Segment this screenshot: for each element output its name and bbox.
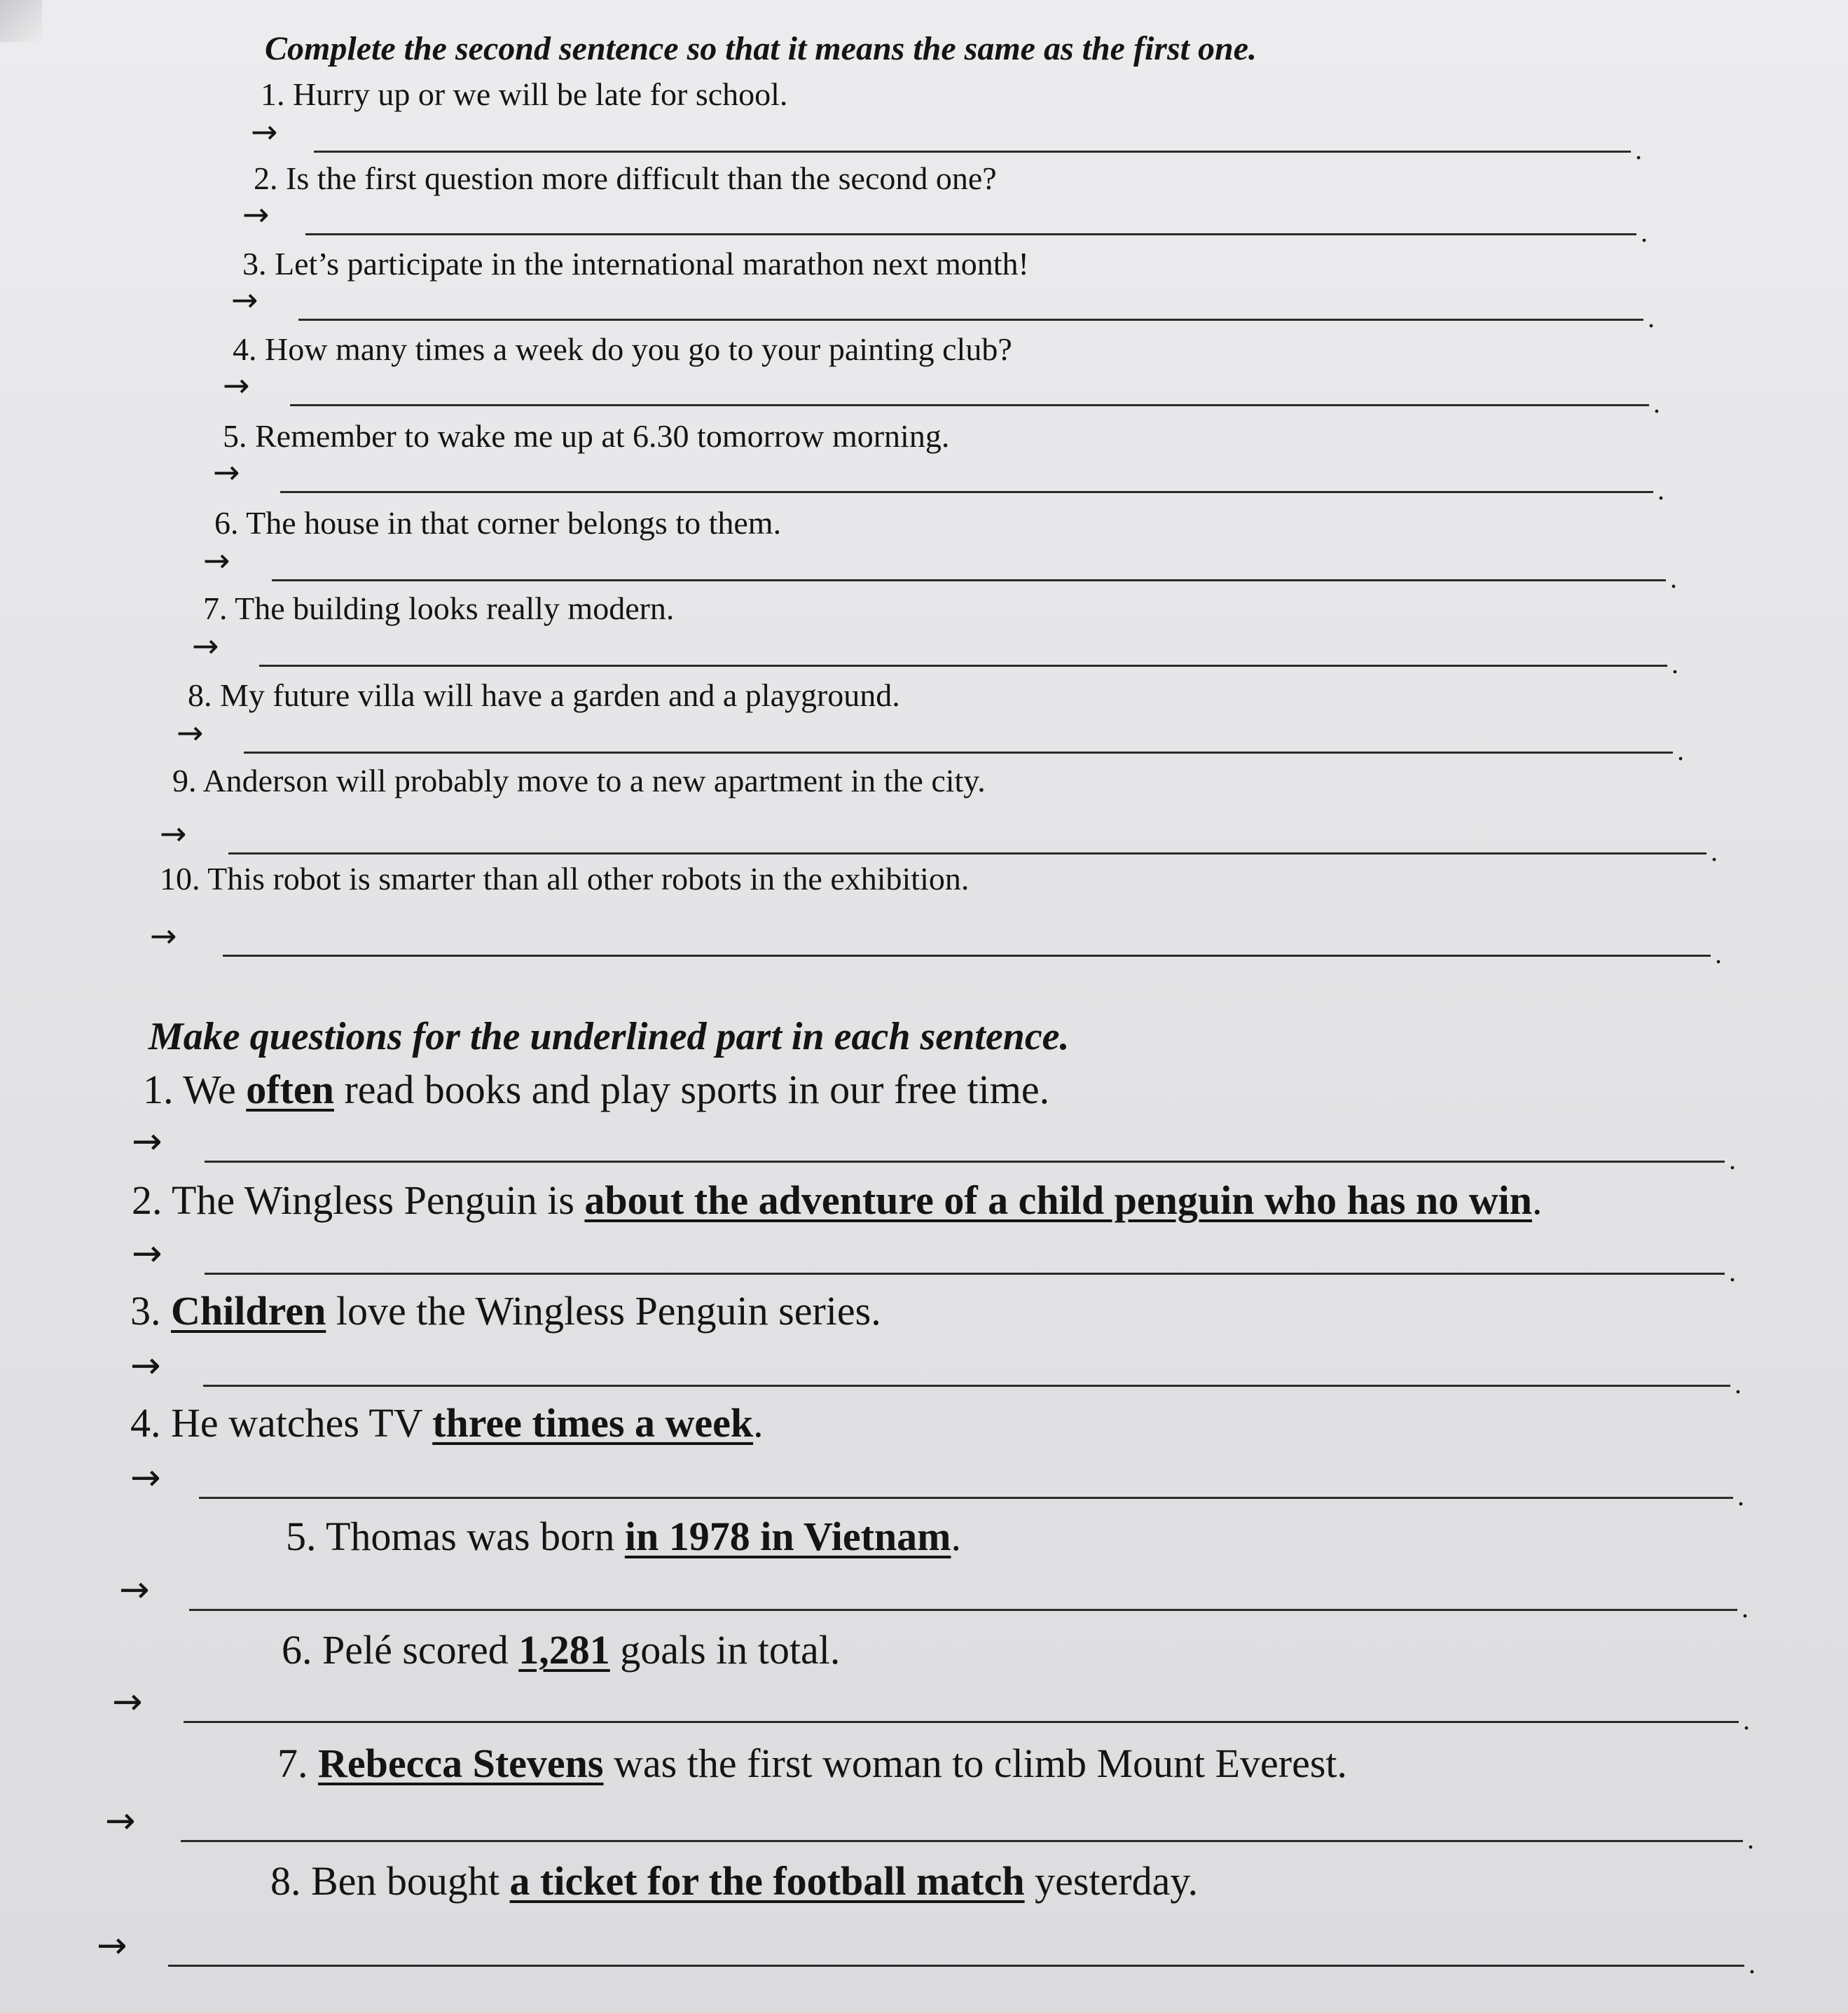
answer-blank[interactable] [203, 1385, 1730, 1387]
sentence-end-period: . [1735, 1368, 1742, 1399]
question-text: 8. Ben bought [270, 1858, 510, 1904]
exercise2-question-1 [143, 1066, 1049, 1113]
question-text: read books and play sports in our free time. [333, 1067, 1050, 1112]
answer-blank[interactable] [290, 404, 1649, 406]
answer-blank[interactable] [228, 852, 1706, 855]
underlined-part: 1,281 [518, 1627, 610, 1673]
question-text: 3. [130, 1288, 171, 1334]
sentence-end-period: . [1677, 735, 1684, 766]
answer-blank[interactable] [305, 233, 1636, 235]
answer-blank[interactable] [314, 151, 1631, 153]
arrow-right-icon: → [119, 1569, 150, 1611]
underlined-part: about the adventure of a child penguin who has no win [584, 1177, 1532, 1223]
sentence-end-period: . [1635, 134, 1642, 165]
question-text: . [951, 1514, 961, 1559]
answer-blank[interactable] [168, 1965, 1744, 1967]
sentence-end-period: . [1729, 1144, 1736, 1175]
question-text: 2. The Wingless Penguin is [132, 1177, 585, 1223]
arrow-right-icon: → [231, 281, 258, 319]
answer-blank[interactable] [199, 1497, 1733, 1499]
sentence-end-period: . [1671, 648, 1678, 679]
exercise2-answer-line-4[interactable] [130, 1457, 1754, 1512]
exercise1-question-5: 5. Remember to wake me up at 6.30 tomorrow morning. [223, 418, 950, 454]
exercise1-answer-line-9[interactable] [160, 815, 1728, 867]
question-text: goals in total. [609, 1627, 841, 1673]
answer-blank[interactable] [259, 665, 1667, 667]
exercise1-answer-line-10[interactable] [150, 917, 1732, 969]
arrow-right-icon: → [192, 627, 219, 665]
sentence-end-period: . [1657, 474, 1664, 506]
question-text: 1. We [143, 1067, 247, 1112]
exercise2-question-6 [282, 1626, 840, 1673]
answer-blank[interactable] [244, 752, 1673, 754]
arrow-right-icon: → [132, 1121, 163, 1163]
arrow-right-icon: → [112, 1681, 143, 1723]
exercise1-answer-line-5[interactable] [213, 453, 1674, 506]
exercise1-answer-line-7[interactable] [192, 627, 1688, 679]
arrow-right-icon: → [150, 917, 177, 955]
exercise2-question-3 [130, 1287, 881, 1334]
exercise1-question-1: 1. Hurry up or we will be late for school. [261, 76, 788, 112]
arrow-right-icon: → [130, 1457, 161, 1499]
exercise2-answer-line-1[interactable] [132, 1121, 1746, 1175]
exercise1-answer-line-6[interactable] [203, 541, 1687, 594]
underlined-part: a ticket for the football match [509, 1858, 1025, 1904]
answer-blank[interactable] [223, 955, 1711, 957]
arrow-right-icon: → [213, 453, 240, 491]
exercise1-question-3: 3. Let’s participate in the international marathon next month! [242, 246, 1029, 282]
answer-blank[interactable] [205, 1273, 1725, 1275]
question-text: was the first woman to climb Mount Everest. [603, 1741, 1348, 1786]
arrow-right-icon: → [203, 541, 230, 579]
question-text: 4. He watches TV [130, 1400, 433, 1446]
exercise2-answer-line-6[interactable] [112, 1681, 1760, 1736]
sentence-end-period: . [1641, 216, 1648, 248]
exercise2-answer-line-3[interactable] [130, 1345, 1751, 1399]
exercise2-answer-line-2[interactable] [132, 1233, 1746, 1287]
sentence-end-period: . [1670, 562, 1677, 594]
underlined-part: in 1978 in Vietnam [624, 1514, 951, 1559]
underlined-part: Children [171, 1288, 326, 1334]
section1-instruction: Complete the second sentence so that it means the same as the first one. [265, 30, 1257, 67]
arrow-right-icon: → [223, 366, 250, 404]
sentence-end-period: . [1742, 1592, 1749, 1624]
exercise1-answer-line-8[interactable] [177, 714, 1694, 766]
sentence-end-period: . [1737, 1480, 1744, 1512]
sentence-end-period: . [1648, 302, 1655, 333]
arrow-right-icon: → [242, 195, 270, 233]
exercise1-question-10: 10. This robot is smarter than all other robots in the exhibition. [160, 861, 970, 897]
arrow-right-icon: → [160, 815, 187, 852]
exercise1-question-7: 7. The building looks really modern. [203, 590, 675, 626]
question-text: 7. [277, 1741, 318, 1786]
answer-blank[interactable] [280, 491, 1653, 493]
section2-instruction: Make questions for the underlined part in each sentence. [149, 1015, 1070, 1058]
exercise2-answer-line-7[interactable] [105, 1800, 1764, 1855]
sentence-end-period: . [1743, 1704, 1750, 1736]
exercise1-question-2: 2. Is the first question more difficult than the second one? [254, 160, 997, 196]
sentence-end-period: . [1653, 387, 1660, 419]
answer-blank[interactable] [184, 1721, 1739, 1723]
exercise1-answer-line-1[interactable] [251, 113, 1652, 165]
exercise1-answer-line-2[interactable] [242, 195, 1657, 248]
underlined-part: three times a week [432, 1400, 754, 1446]
underlined-part: often [246, 1067, 334, 1112]
exercise1-question-6: 6. The house in that corner belongs to them. [214, 505, 782, 541]
exercise1-question-8: 8. My future villa will have a garden and a playground. [188, 677, 900, 713]
exercise1-question-9: 9. Anderson will probably move to a new apartment in the city. [172, 763, 986, 798]
arrow-right-icon: → [105, 1800, 136, 1842]
question-text: yesterday. [1024, 1858, 1199, 1904]
sentence-end-period: . [1747, 1823, 1754, 1855]
question-text: love the Wingless Penguin series. [326, 1288, 881, 1334]
sentence-end-period: . [1715, 938, 1722, 969]
question-text: 6. Pelé scored [282, 1627, 519, 1673]
answer-blank[interactable] [272, 579, 1666, 581]
underlined-part: Rebecca Stevens [318, 1741, 604, 1786]
question-text: . [753, 1400, 764, 1446]
answer-blank[interactable] [205, 1161, 1725, 1163]
exercise1-answer-line-4[interactable] [223, 366, 1670, 419]
exercise2-question-2 [132, 1177, 1543, 1224]
arrow-right-icon: → [251, 113, 278, 151]
sentence-end-period: . [1749, 1948, 1756, 1979]
exercise2-question-4 [130, 1399, 764, 1446]
answer-blank[interactable] [181, 1840, 1743, 1842]
sentence-end-period: . [1711, 836, 1718, 867]
exercise1-answer-line-3[interactable] [231, 281, 1664, 333]
exercise2-answer-line-5[interactable] [119, 1569, 1758, 1624]
arrow-right-icon: → [177, 714, 204, 752]
question-text: . [1532, 1177, 1543, 1223]
exercise2-answer-line-8[interactable] [97, 1925, 1765, 1979]
answer-blank[interactable] [189, 1609, 1737, 1611]
exercise2-question-5 [286, 1513, 961, 1560]
arrow-right-icon: → [97, 1925, 127, 1967]
sentence-end-period: . [1729, 1256, 1736, 1287]
arrow-right-icon: → [130, 1345, 161, 1387]
answer-blank[interactable] [298, 319, 1643, 321]
question-text: 5. Thomas was born [286, 1514, 625, 1559]
exercise1-question-4: 4. How many times a week do you go to your painting club? [233, 331, 1012, 367]
page-corner-shadow [0, 0, 42, 42]
arrow-right-icon: → [132, 1233, 163, 1275]
exercise2-question-8 [270, 1858, 1198, 1904]
exercise2-question-7 [277, 1740, 1347, 1787]
